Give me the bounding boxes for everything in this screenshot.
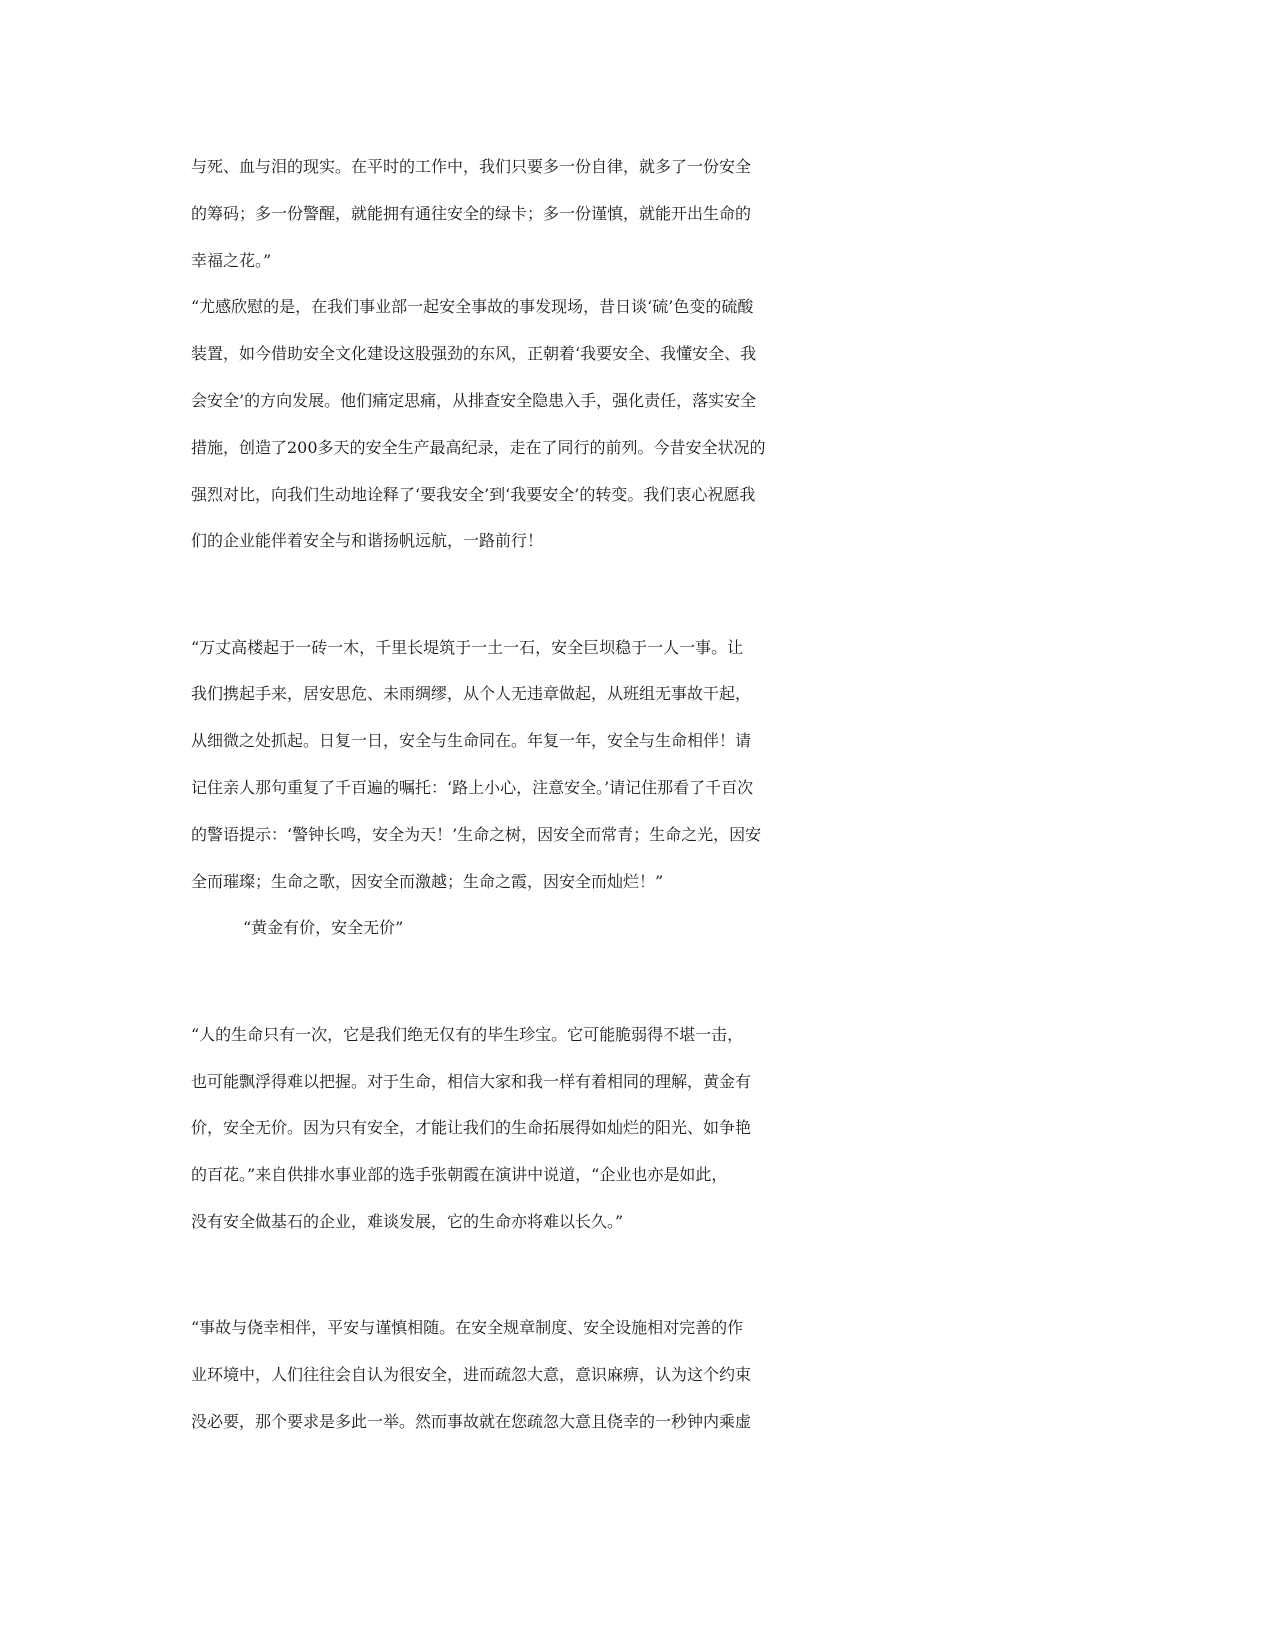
text-line: 与死、血与泪的现实。在平时的工作中，我们只要多一份自律，就多了一份安全	[191, 157, 752, 176]
text-line: 强烈对比，向我们生动地诠释了‘要我安全’到‘我要安全’的转变。我们衷心祝愿我	[191, 485, 756, 504]
text-line: 幸福之花。”	[191, 251, 272, 270]
text-line: “万丈高楼起于一砖一木，千里长堤筑于一土一石，安全巨坝稳于一人一事。让	[191, 638, 744, 657]
text-line: 没必要，那个要求是多此一举。然而事故就在您疏忽大意且侥幸的一秒钟内乘虚	[191, 1412, 752, 1431]
text-line: “事故与侥幸相伴，平安与谨慎相随。在安全规章制度、安全设施相对完善的作	[191, 1318, 744, 1337]
text-line: 的百花。”来自供排水事业部的选手张朝霞在演讲中说道，“企业也亦是如此，	[191, 1165, 728, 1184]
text-line: 也可能飘浮得难以把握。对于生命，相信大家和我一样有着相同的理解，黄金有	[191, 1072, 752, 1091]
text-line: 没有安全做基石的企业，难谈发展，它的生命亦将难以长久。”	[191, 1212, 624, 1231]
text-line: 全而璀璨；生命之歌，因安全而激越；生命之霞，因安全而灿烂！”	[191, 872, 664, 891]
text-line: 措施，创造了200多天的安全生产最高纪录，走在了同行的前列。今昔安全状况的	[191, 438, 766, 457]
text-line: 业环境中，人们往往会自认为很安全，进而疏忽大意，意识麻痹，认为这个约束	[191, 1365, 752, 1384]
text-line: 我们携起手来，居安思危、未雨绸缪，从个人无违章做起，从班组无事故干起，	[191, 684, 752, 703]
text-line: “人的生命只有一次，它是我们绝无仅有的毕生珍宝。它可能脆弱得不堪一击，	[191, 1025, 744, 1044]
text-line: 的警语提示：‘警钟长鸣，安全为天！’生命之树，因安全而常青；生命之光，因安	[191, 825, 762, 844]
text-line: 们的企业能伴着安全与和谐扬帆远航，一路前行！	[191, 531, 544, 550]
text-line: 记住亲人那句重复了千百遍的嘱托：‘路上小心，注意安全。’请记住那看了千百次	[191, 778, 754, 797]
section-heading: “黄金有价，安全无价”	[243, 918, 404, 937]
text-line: 价，安全无价。因为只有安全，才能让我们的生命拓展得如灿烂的阳光、如争艳	[191, 1118, 752, 1137]
text-line: 装置，如今借助安全文化建设这股强劲的东风，正朝着‘我要安全、我懂安全、我	[191, 344, 757, 363]
text-line: 的筹码；多一份警醒，就能拥有通往安全的绿卡；多一份谨慎，就能开出生命的	[191, 204, 752, 223]
text-line: “尤感欣慰的是，在我们事业部一起安全事故的事发现场，昔日谈‘硫’色变的硫酸	[191, 297, 754, 316]
text-line: 从细微之处抓起。日复一日，安全与生命同在。年复一年，安全与生命相伴！请	[191, 731, 752, 750]
text-line: 会安全’的方向发展。他们痛定思痛，从排查安全隐患入手，强化责任，落实安全	[191, 391, 757, 410]
